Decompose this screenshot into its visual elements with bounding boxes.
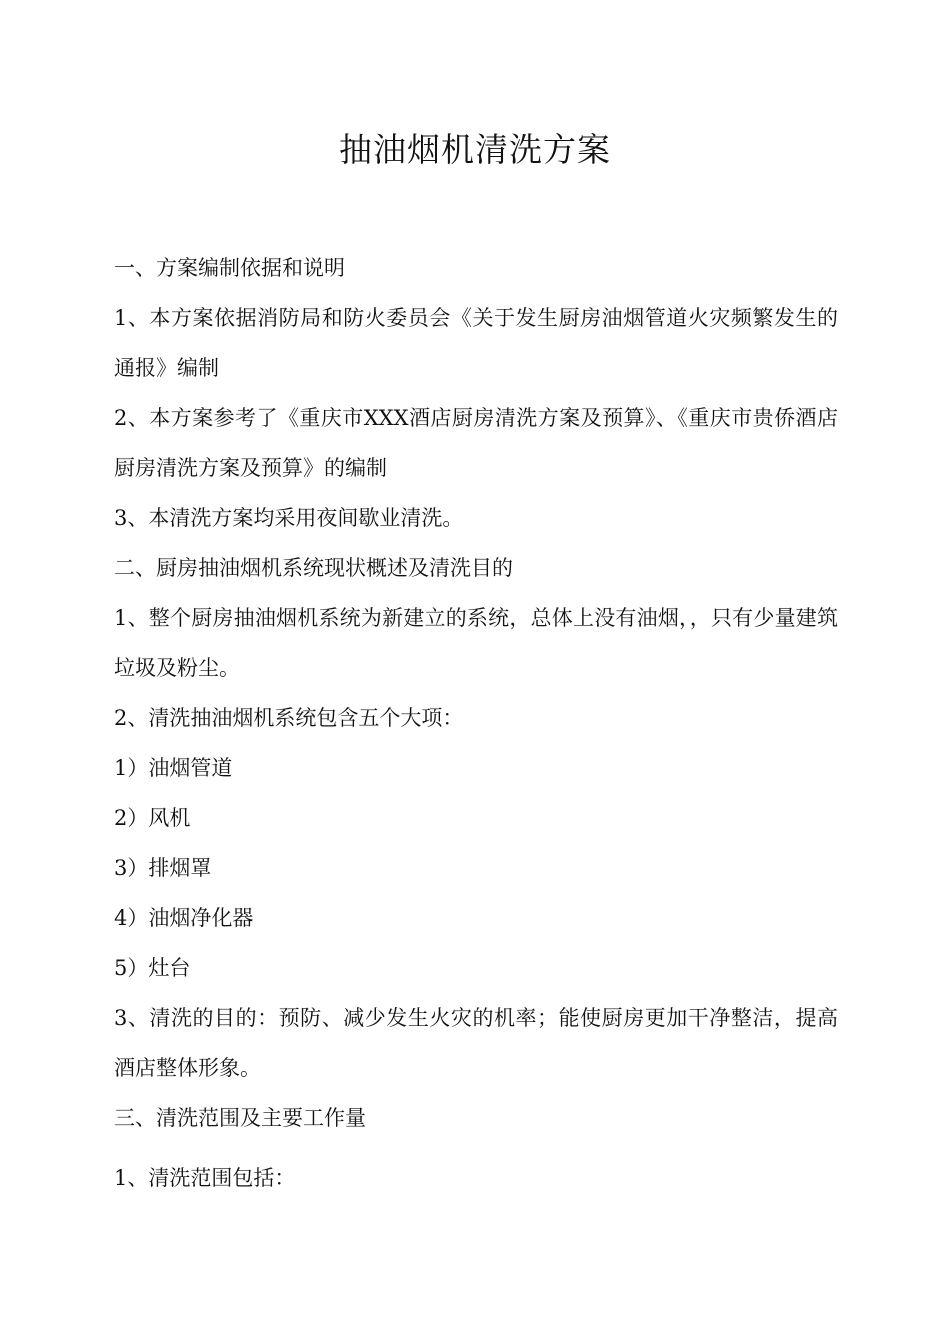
paragraph-basis-3: 3、本清洗方案均采用夜间歇业清洗。	[114, 506, 464, 530]
list-item-fan: 2）风机	[114, 806, 191, 830]
list-item-purifier: 4）油烟净化器	[114, 906, 254, 930]
section-heading-2: 二、厨房抽油烟机系统现状概述及清洗目的	[114, 556, 513, 580]
paragraph-basis-1: 1、本方案依据消防局和防火委员会《关于发生厨房油烟管道火灾频繁发生的通报》编制	[114, 306, 838, 380]
paragraph-purpose: 3、清洗的目的：预防、减少发生火灾的机率；能使厨房更加干净整洁，提高酒店整体形象。	[114, 1006, 838, 1080]
paragraph-status-1: 1、整个厨房抽油烟机系统为新建立的系统，总体上没有油烟，，只有少量建筑垃圾及粉尘。	[114, 606, 838, 680]
document-title: 抽油烟机清洗方案	[339, 130, 611, 169]
paragraph-scope: 1、清洗范围包括：	[114, 1166, 296, 1190]
section-heading-1: 一、方案编制依据和说明	[114, 256, 345, 280]
list-item-hood: 3）排烟罩	[114, 856, 212, 880]
paragraph-basis-2: 2、本方案参考了《重庆市XXX酒店厨房清洗方案及预算》、《重庆市贵侨酒店厨房清洗方案及预算》的编制	[114, 406, 838, 480]
list-item-duct: 1）油烟管道	[114, 756, 233, 780]
paragraph-status-2: 2、清洗抽油烟机系统包含五个大项：	[114, 706, 464, 730]
list-item-stove: 5）灶台	[114, 956, 191, 980]
section-heading-3: 三、清洗范围及主要工作量	[114, 1106, 366, 1130]
document-body	[114, 243, 838, 1203]
